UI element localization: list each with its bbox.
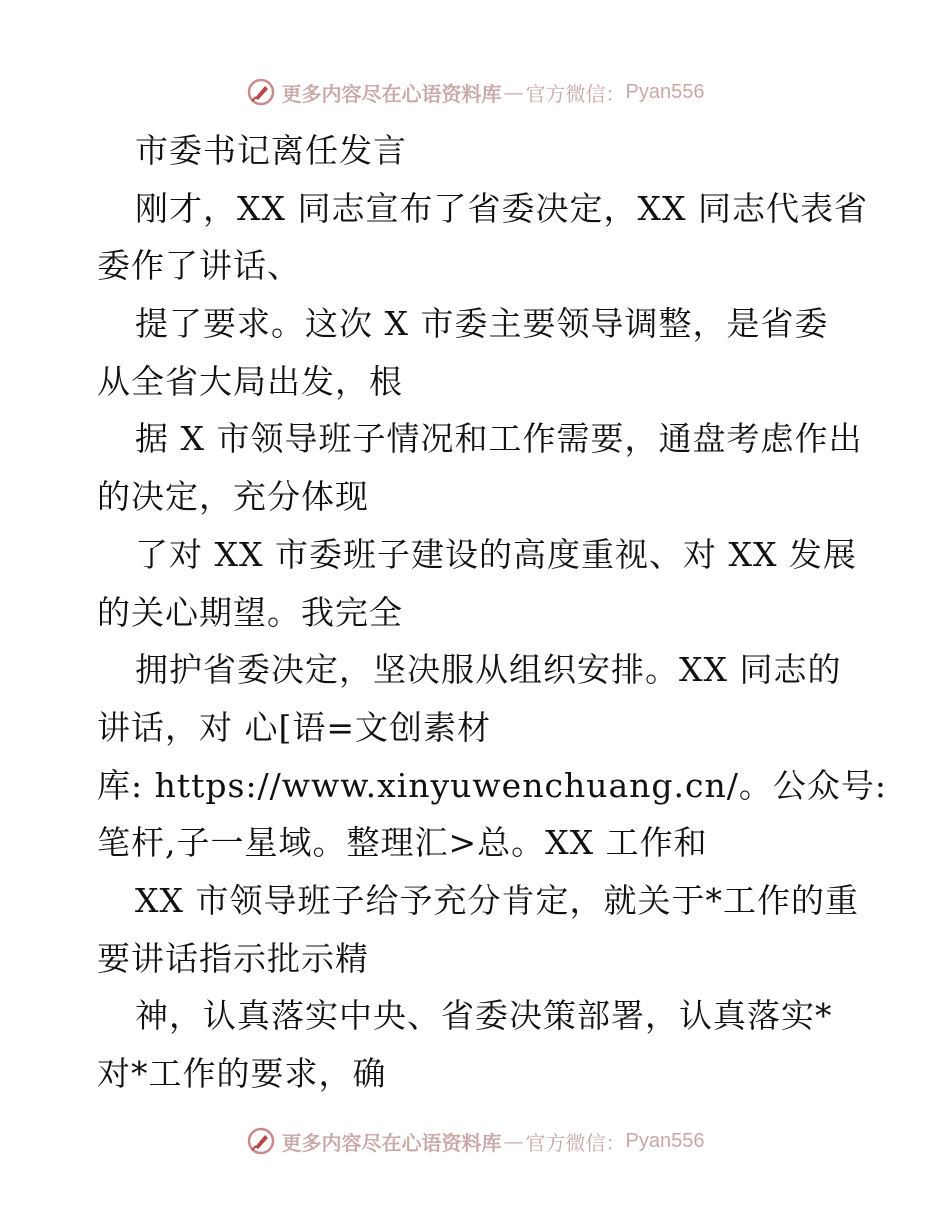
text-line: XX 市领导班子给予充分肯定，就关于*工作的重 <box>135 880 859 920</box>
banner-wechat-id: Pyan556 <box>625 1129 705 1152</box>
text-line: 提了要求。这次 X 市委主要领导调整，是省委 <box>135 304 829 344</box>
text-line: 了对 XX 市委班子建设的高度重视、对 XX 发展 <box>135 534 857 574</box>
header-banner <box>0 72 950 112</box>
banner-official-label: 官方微信： <box>525 81 626 106</box>
text-line: 要讲话指示批示精 <box>97 938 369 978</box>
text-line: 库: https://www.xinyuwenchuang.cn/。公众号: <box>97 765 887 805</box>
text-line: 的关心期望。我完全 <box>97 592 403 632</box>
banner-brand: 更多内容尽在心语资料库 <box>281 1130 502 1155</box>
text-line: 拥护省委决定，坚决服从组织安排。XX 同志的 <box>135 650 842 690</box>
text-line: 神，认真落实中央、省委决策部署，认真落实* <box>135 996 833 1036</box>
banner-separator: — <box>503 80 524 104</box>
text-line: 刚才，XX 同志宣布了省委决定，XX 同志代表省 <box>135 188 868 228</box>
pen-nib-logo-icon <box>246 77 276 107</box>
banner-separator: — <box>503 1129 524 1153</box>
document-body <box>97 122 897 1103</box>
banner-official-label: 官方微信： <box>525 1130 626 1155</box>
banner-wechat-id: Pyan556 <box>625 80 705 103</box>
text-line: 从全省大局出发，根 <box>97 361 403 401</box>
text-line: 对*工作的要求，确 <box>97 1054 387 1093</box>
text-line: 讲话，对 心[语=文创素材 <box>97 707 492 747</box>
pen-nib-logo-icon <box>246 1126 276 1156</box>
text-line: 的决定，充分体现 <box>97 477 369 517</box>
banner-brand: 更多内容尽在心语资料库 <box>281 81 502 106</box>
document-title: 市委书记离任发言 <box>135 131 407 170</box>
text-line: 委作了讲话、 <box>97 246 301 286</box>
text-line: 据 X 市领导班子情况和工作需要，通盘考虑作出 <box>135 419 863 459</box>
footer-banner <box>0 1121 950 1161</box>
text-line: 笔杆,子一星域。整理汇>总。XX 工作和 <box>97 823 708 863</box>
